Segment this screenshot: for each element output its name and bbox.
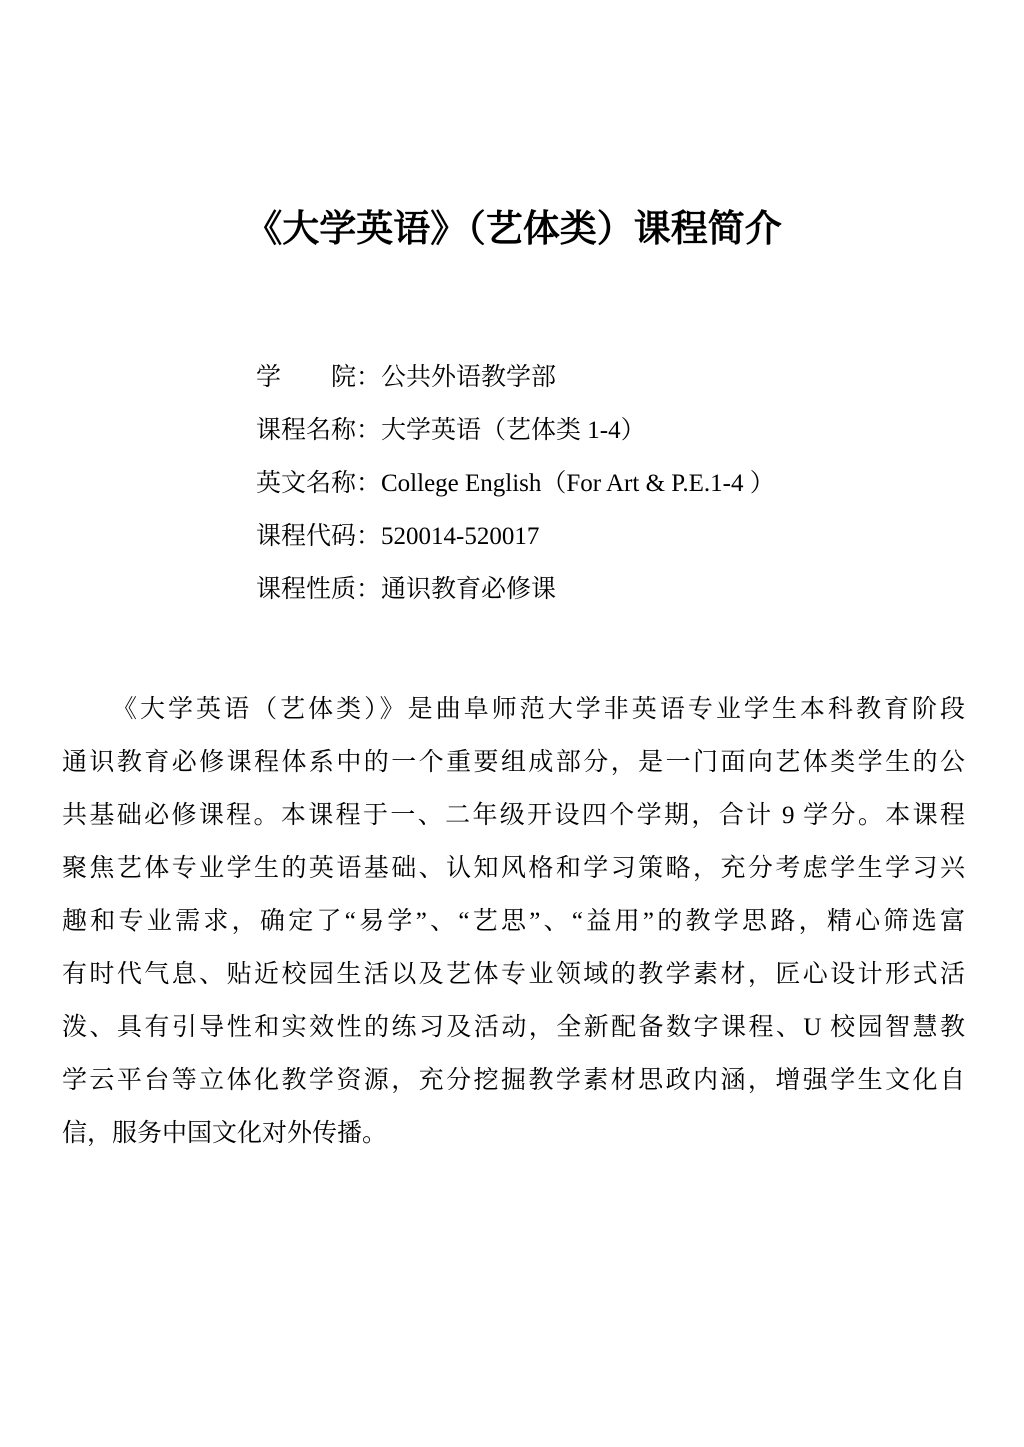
course-description-line: 信，服务中国文化对外传播。: [62, 1120, 388, 1147]
course-description-line: 聚焦艺体专业学生的英语基础、认知风格和学习策略，充分考虑学生学习兴: [62, 855, 965, 882]
course-description-line: 学云平台等立体化教学资源，充分挖掘教学素材思政内涵，增强学生文化自: [62, 1067, 965, 1094]
course-info-line: 课程性质：通识教育必修课: [256, 576, 557, 603]
course-info-line: 课程代码：520014-520017: [256, 523, 540, 550]
course-description-line: 通识教育必修课程体系中的一个重要组成部分，是一门面向艺体类学生的公: [62, 749, 965, 776]
course-info-line: 课程名称：大学英语（艺体类 1-4）: [256, 417, 646, 444]
course-info-line: 学 院：公共外语教学部: [256, 364, 557, 391]
course-description-line: 泼、具有引导性和实效性的练习及活动，全新配备数字课程、U 校园智慧教: [62, 1014, 965, 1041]
course-info-line: 英文名称：College English（For Art & P.E.1-4 ）: [256, 470, 775, 497]
course-description-block: [62, 683, 965, 1160]
course-description-line: 《大学英语（艺体类）》是曲阜师范大学非英语专业学生本科教育阶段: [112, 696, 965, 723]
course-description-line: 趣和专业需求，确定了“易学”、“艺思”、“益用”的教学思路，精心筛选富: [62, 908, 965, 935]
document-title: 《大学英语》（艺体类）课程简介: [245, 208, 782, 249]
course-description-line: 共基础必修课程。本课程于一、二年级开设四个学期，合计 9 学分。本课程: [62, 802, 965, 829]
course-info-block: [256, 351, 965, 616]
course-description-line: 有时代气息、贴近校园生活以及艺体专业领域的教学素材，匠心设计形式活: [62, 961, 965, 988]
